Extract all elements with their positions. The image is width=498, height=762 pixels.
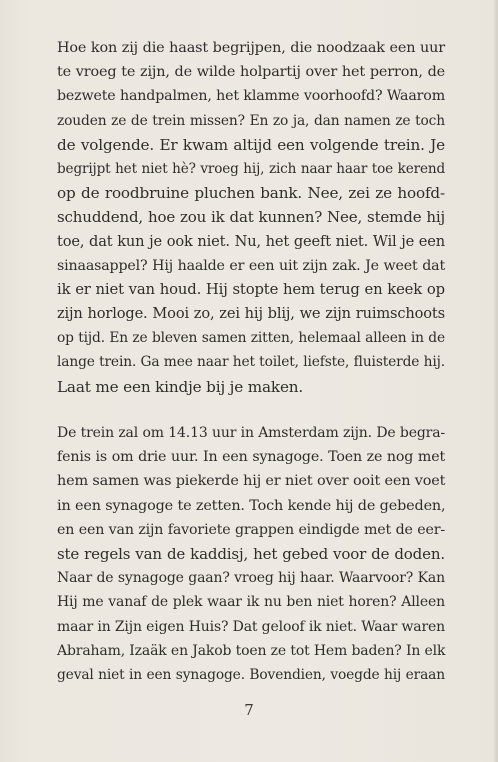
text-line: schuddend, hoe zou ik dat kunnen? Nee, stemde hij xyxy=(57,208,445,227)
paragraph-2 xyxy=(57,421,445,687)
text-line: in een synagoge te zetten. Toch kende hij de gebeden, xyxy=(57,497,446,514)
paragraph-1 xyxy=(57,36,445,399)
text-line: ste regels van de kaddisj, het gebed voor de doden. xyxy=(57,544,445,563)
page-number: 7 xyxy=(244,701,254,719)
text-line: te vroeg te zijn, de wilde holpartij over het perron, de xyxy=(57,64,445,81)
text-line: maar in Zijn eigen Huis? Dat geloof ik niet. Waar waren xyxy=(57,618,446,635)
text-line: Hij me vanaf de plek waar ik nu ben niet horen? Alleen xyxy=(57,594,445,611)
text-line: geval niet in een synagoge. Bovendien, voegde hij eraan xyxy=(57,666,445,683)
text-line: en een van zijn favoriete grappen eindigde met de eer- xyxy=(57,521,445,538)
text-line: sinaasappel? Hij haalde er een uit zijn zak. Je weet dat xyxy=(57,257,445,274)
text-line: bezwete handpalmen, het klamme voorhoofd? Waarom xyxy=(57,88,445,105)
text-line: op de roodbruine pluchen bank. Nee, zei ze hoofd- xyxy=(57,184,445,203)
text-line: toe, dat kun je ook niet. Nu, het geeft niet. Wil je een xyxy=(57,232,445,250)
text-line: De trein zal om 14.13 uur in Amsterdam zijn. De begra- xyxy=(57,425,445,441)
text-line: Laat me een kindje bij je maken. xyxy=(57,377,304,396)
text-line: ik er niet van houd. Hij stopte hem terug en keek op xyxy=(57,280,445,298)
text-line: Abraham, Izaäk en Jakob toen ze tot Hem baden? In elk xyxy=(57,642,446,659)
text-line: zijn horloge. Mooi zo, zei hij blij, we zijn ruimschoots xyxy=(57,305,445,323)
text-line: op tijd. En ze bleven samen zitten, helemaal alleen in de xyxy=(57,330,445,347)
text-line: fenis is om drie uur. In een synagoge. Toen ze nog met xyxy=(57,449,445,466)
text-line: begrijpt het niet hè? vroeg hij, zich naar haar toe kerend xyxy=(57,160,445,177)
text-line: lange trein. Ga mee naar het toilet, liefste, fluisterde hij. xyxy=(57,354,445,371)
text-line: zouden ze de trein missen? En zo ja, dan namen ze toch xyxy=(57,112,445,129)
text-line: hem samen was piekerde hij er niet over ooit een voet xyxy=(57,473,446,490)
page-edge xyxy=(494,0,498,762)
text-line: Naar de synagoge gaan? vroeg hij haar. Waarvoor? Kan xyxy=(57,570,445,587)
text-line: de volgende. Er kwam altijd een volgende trein. Je xyxy=(57,135,445,154)
text-line: Hoe kon zij die haast begrijpen, die noodzaak een uur xyxy=(57,40,445,56)
